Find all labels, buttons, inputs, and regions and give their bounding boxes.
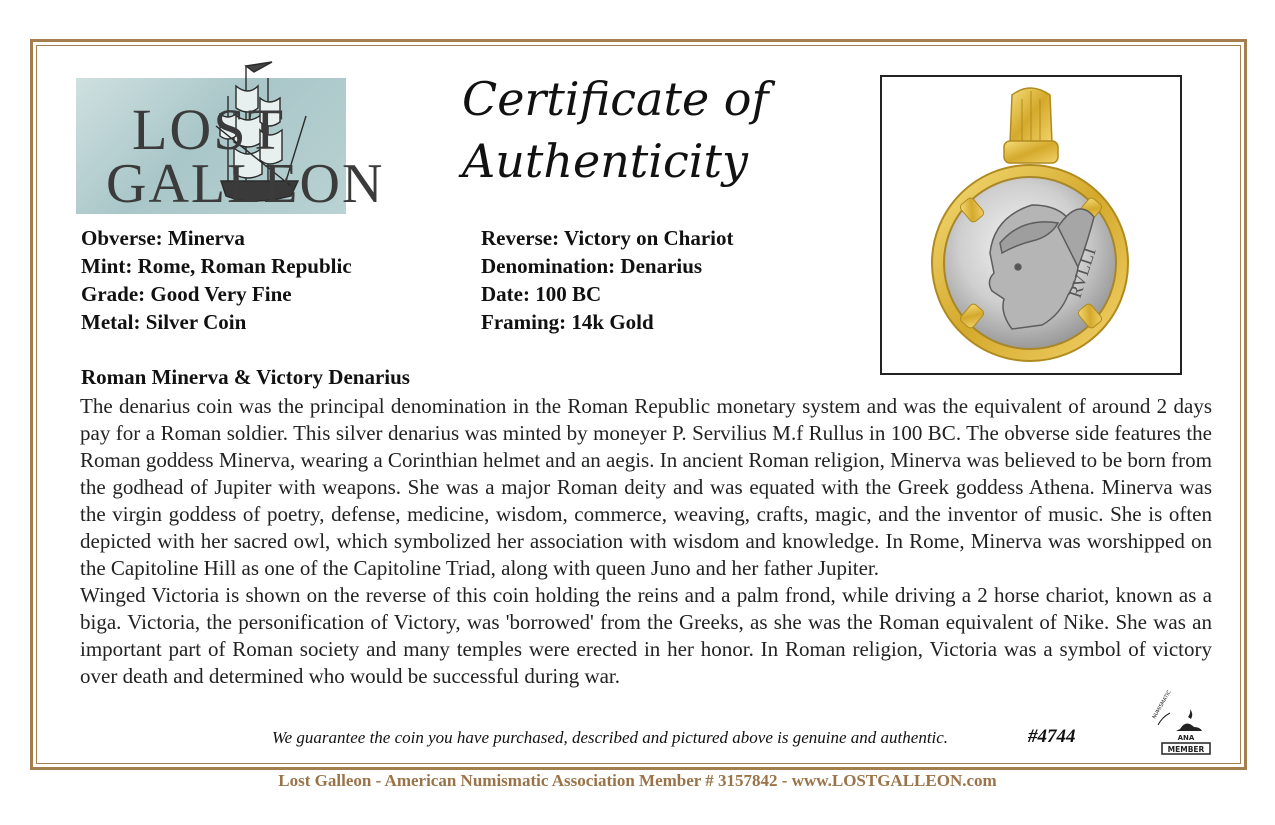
ana-arc-text: NUMISMATIC — [1151, 689, 1173, 720]
ana-lamp-icon — [1158, 709, 1202, 731]
specs-left-column — [81, 224, 352, 336]
spec-reverse: Reverse: Victory on Chariot — [481, 226, 734, 250]
coin-photo — [880, 75, 1182, 375]
ana-badge-bottom: MEMBER — [1167, 745, 1205, 754]
spec-obverse: Obverse: Minerva — [81, 226, 245, 250]
minerva-coin-pendant-image — [882, 77, 1180, 373]
description-paragraph-1: The denarius coin was the principal denomination in the Roman Republic monetary system and was the equivalent of around 2 days pay for a Roman soldier. This silver denarius was minted by moneyer P. Servilius M.f Rullus in 100 BC. The obverse side features the Roman goddess Minerva, wearing a Corinthian helmet and an aegis. In ancient Roman religion, Minerva was believed to be born from the godhead of Jupiter with weapons. She was a major Roman deity and was equated with the Greek goddess Athena. Minerva was the virgin goddess of poetry, defense, medicine, wisdom, commerce, weaving, crafts, magic, and the inventor of music. She is often depicted with her sacred owl, which symbolized her association with wisdom and knowledge. In Rome, Minerva was worshipped on the Capitoline Hill as one of the Capitoline Triad, along with queen Juno and her father Jupiter. — [80, 394, 1212, 580]
description-paragraph-2: Winged Victoria is shown on the reverse of this coin holding the reins and a palm frond, while driving a 2 horse chariot, known as a biga. Victoria, the personification of Victory, was 'borrowed' from the Greeks, as she was the Roman equivalent of Nike. She was an important part of Roman society and many temples were erected in her honor. In Roman religion, Victoria was a symbol of victory over death and determined who would be successful during war. — [80, 583, 1212, 688]
certificate-number: #4744 — [1028, 726, 1076, 747]
spec-mint: Mint: Rome, Roman Republic — [81, 254, 352, 278]
spec-grade: Grade: Good Very Fine — [81, 282, 292, 306]
description-title: Roman Minerva & Victory Denarius — [81, 365, 410, 389]
guarantee-statement: We guarantee the coin you have purchased, described and pictured above is genuine and authentic. — [272, 728, 949, 747]
coin-inscription: RVLLI — [1064, 245, 1100, 301]
spec-denomination: Denomination: Denarius — [481, 254, 703, 278]
certificate-title — [462, 68, 769, 192]
title-line-1: Certificate of — [462, 72, 769, 126]
logo-text-galleon: GALLEON — [106, 153, 385, 215]
specs-right-column — [481, 224, 734, 336]
title-line-2: Authenticity — [462, 134, 748, 188]
logo-text-lost: LOST — [132, 97, 285, 162]
description-body — [80, 393, 1212, 690]
lost-galleon-logo — [76, 78, 385, 215]
ana-badge-top: ANA — [1177, 734, 1195, 742]
spec-framing: Framing: 14k Gold — [481, 310, 654, 334]
spec-date: Date: 100 BC — [481, 282, 602, 306]
ana-member-badge — [1150, 689, 1222, 757]
footer-text: Lost Galleon - American Numismatic Association Member # 3157842 - www.LOSTGALLEON.com — [278, 771, 997, 790]
spec-metal: Metal: Silver Coin — [81, 310, 247, 334]
